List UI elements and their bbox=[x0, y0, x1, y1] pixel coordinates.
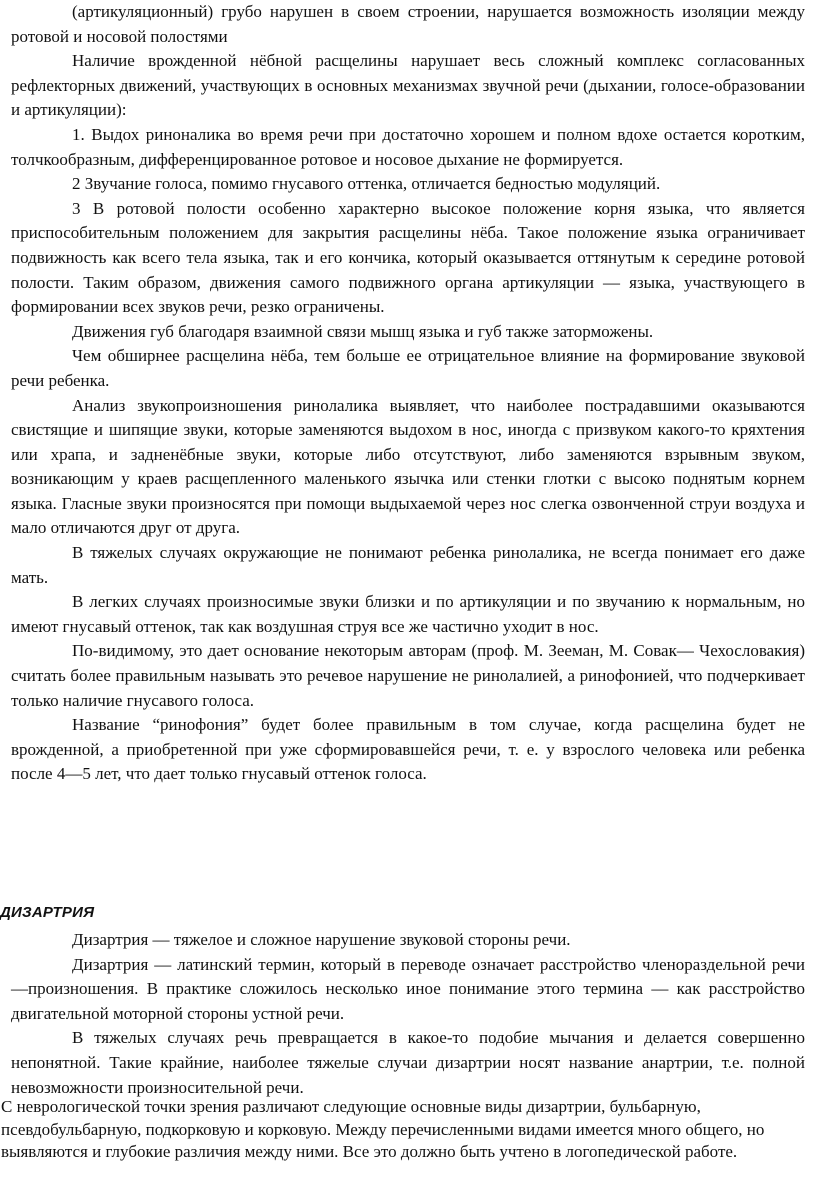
rhinolalia-section bbox=[11, 0, 805, 787]
paragraph-cleft-palate: Наличие врожденной нёбной расщелины нарушает весь сложный комплекс согласованных рефлекторных движений, участвующих в основных механизмах звучной речи (дыхании, голосе-образовании и артикуляции): bbox=[11, 51, 805, 120]
paragraph-cleft-size: Чем обширнее расщелина нёба, тем больше ее отрицательное влияние на формирование звуковой речи ребенка. bbox=[11, 346, 805, 390]
dysarthria-section bbox=[11, 928, 805, 1100]
section-heading-dysarthria: ДИЗАРТРИЯ bbox=[0, 904, 95, 921]
paragraph-dysarthria-definition: Дизартрия — тяжелое и сложное нарушение звуковой стороны речи. bbox=[72, 930, 571, 949]
paragraph-anarthria: В тяжелых случаях речь превращается в какое-то подобие мычания и делается совершенно непонятной. Такие крайние, наиболее тяжелые случаи дизартрии носят название анартрии, т.е. полной невозможности произносительной речи. bbox=[11, 1028, 805, 1097]
paragraph-sound-analysis: Анализ звукопроизношения ринолалика выявляет, что наиболее пострадавшими оказываются свистящие и шипящие звуки, которые заменяются выдохом в нос, иногда с призвуком какого-то кряхтения или храпа, и задненёбные звуки, которые либо отсутствуют, либо заменяются взрывным звуком, возникающим у краев расщепленного маленького язычка или стенки глотки с высоко поднятым корнем языка. Гласные звуки произносятся при помощи выдыхаемой через нос слегка озвонченной струи воздуха и мало отличаются друг от друга. bbox=[11, 395, 805, 538]
paragraph-rhinophonia-authors: По-видимому, это дает основание некоторым авторам (проф. М. Зееман, М. Совак— Чехословакия) считать более правильным называть это речевое нарушение не ринолалией, а ринофонией, что подчеркивает только наличие гнусавого голоса. bbox=[11, 641, 805, 710]
neurology-section bbox=[1, 1096, 815, 1164]
paragraph-exhalation: 1. Выдох риноналика во время речи при достаточно хорошем и полном вдохе остается коротким, толчкообразным, дифференцированное ротовое и носовое дыхание не формируется. bbox=[11, 124, 805, 169]
paragraph-dysarthria-types: С неврологической точки зрения различают следующие основные виды дизартрии, бульбарную, псевдобульбарную, подкорковую и корковую. Между перечисленными видами имеется много общего, но выявляются и глубокие различия между ними. Все это должно быть учтено в логопедической работе. bbox=[1, 1097, 765, 1161]
paragraph-dysarthria-term: Дизартрия — латинский термин, который в переводе означает расстройство членораздельной речи—произношения. В практике сложилось несколько иное понимание этого термина — как расстройство двигательной моторной стороны устной речи. bbox=[11, 954, 805, 1023]
paragraph-voice: 2 Звучание голоса, помимо гнусавого оттенка, отличается бедностью модуляций. bbox=[72, 174, 661, 194]
paragraph-mild-cases: В легких случаях произносимые звуки близки и по артикуляции и по звучанию к нормальным, но имеют гнусавый оттенок, так как воздушная струя все же частично уходит в нос. bbox=[11, 592, 805, 636]
paragraph-tongue-position: 3 В ротовой полости особенно характерно высокое положение корня языка, что является приспособительным положением для закрытия расщелины нёба. Такое положение языка ограничивает подвижность как всего тела языка, так и его кончика, который оказывается оттянутым к середине ротовой полости. Таким образом, движения самого подвижного органа артикуляции — языка, участвующего в формировании всех звуков речи, резко ограничены. bbox=[11, 198, 805, 317]
paragraph-lips: Движения губ благодаря взаимной связи мышц языка и губ также заторможены. bbox=[72, 321, 654, 341]
paragraph-severe-cases: В тяжелых случаях окружающие не понимают ребенка ринолалика, не всегда понимает его даже мать. bbox=[11, 543, 805, 587]
paragraph-articulation-continuation: (артикуляционный) грубо нарушен в своем строении, нарушается возможность изоляции между ротовой и носовой полостями bbox=[11, 2, 805, 46]
paragraph-rhinophonia-term: Название “ринофония” будет более правильным в том случае, когда расщелина будет не врожденной, а приобретенной при уже сформировавшейся речи, т. е. у взрослого человека или ребенка после 4—5 лет, что дает только гнусавый оттенок голоса. bbox=[11, 715, 805, 784]
